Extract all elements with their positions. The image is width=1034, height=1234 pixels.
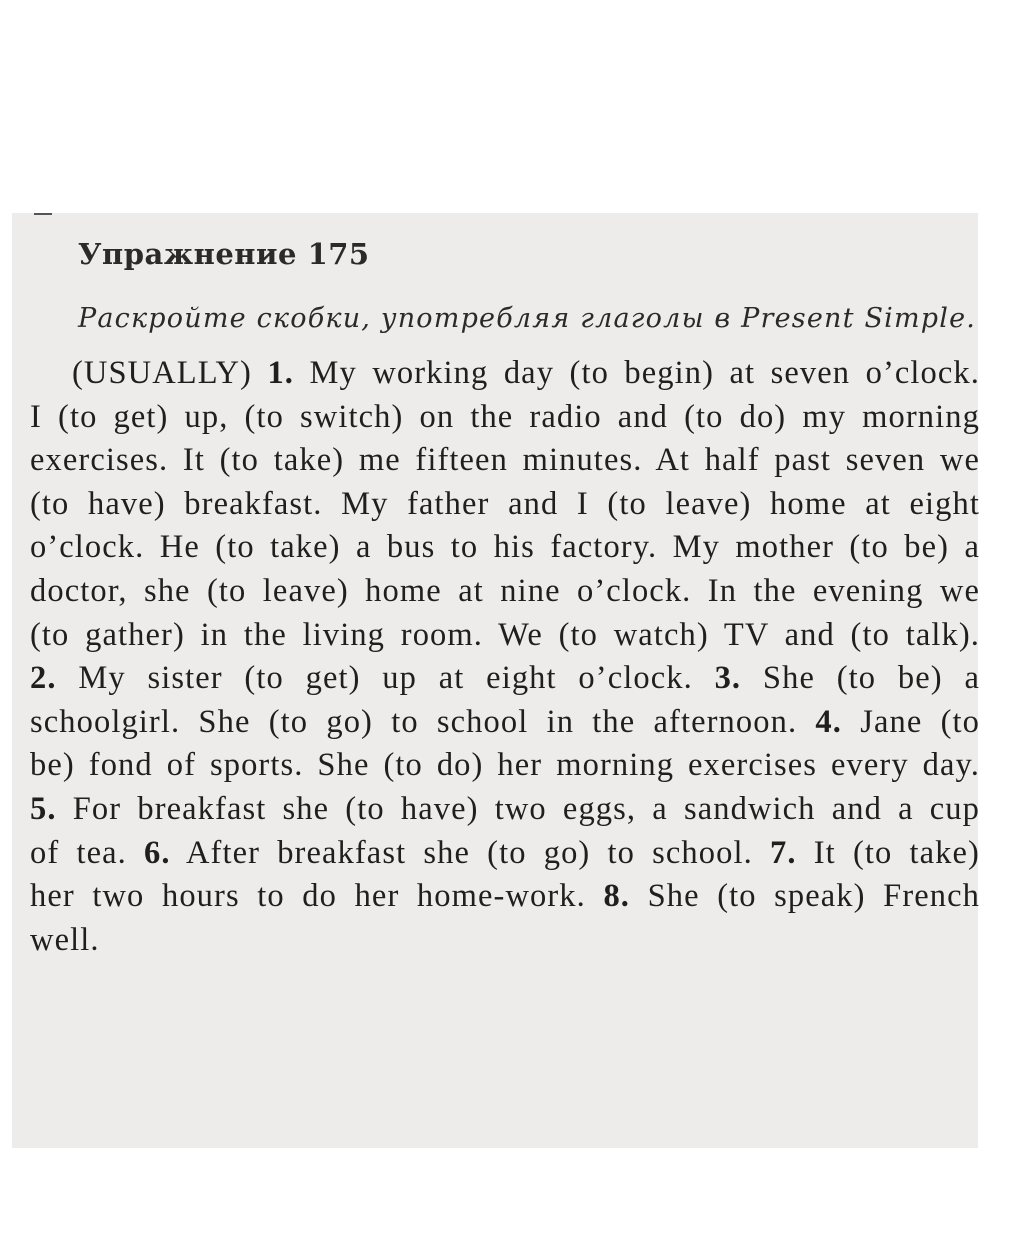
sentence-text: (USUALLY): [72, 355, 268, 391]
exercise-block: [30, 232, 980, 962]
sentence-text: It (to take) her two hours to do her home-work.: [30, 834, 980, 915]
exercise-title: Упражнение 175: [78, 237, 370, 271]
sentence-number: 6.: [144, 834, 171, 871]
sentence-number: 1.: [267, 355, 295, 391]
sentence-text: My working day (to begin) at seven o’clock. I (to get) up, (to switch) on the radio and (to do) my morning exercises. It (to take) me fifteen minutes. At half past seven we (to have) breakfast. My father and I (to leave) home at eight o’clock. He (to take) a bus to his factory. My mother (to be) a doctor, she (to leave) home at nine o’clock. In the evening we (to gather) in the living room. We (to watch) TV and (to talk).: [30, 355, 980, 653]
sentence-number: 3.: [714, 660, 742, 697]
sentence-number: 8.: [603, 878, 631, 915]
sentence-number: 5.: [30, 790, 57, 827]
sentence-text: Jane (to be) fond of sports. She (to do) her morning exercises every day.: [30, 703, 980, 784]
sentence-text: My sister (to get) up at eight o’clock.: [56, 660, 715, 697]
sentence-text: For breakfast she (to have) two eggs, a sandwich and a cup of tea.: [30, 790, 980, 871]
sentence-number: 7.: [770, 834, 797, 871]
exercise-instruction: Раскройте скобки, употребляя глаголы в Present Simple.: [78, 303, 977, 334]
sentence-text: After breakfast she (to go) to school.: [170, 834, 770, 871]
sentence-text: She (to be) a schoolgirl. She (to go) to school in the afternoon.: [30, 660, 980, 740]
sentence-number: 4.: [815, 703, 842, 740]
sentence-text: She (to speak) French well.: [30, 878, 980, 958]
page-mark: [34, 213, 52, 215]
exercise-text: [30, 352, 980, 962]
sentence-number: 2.: [30, 660, 57, 697]
